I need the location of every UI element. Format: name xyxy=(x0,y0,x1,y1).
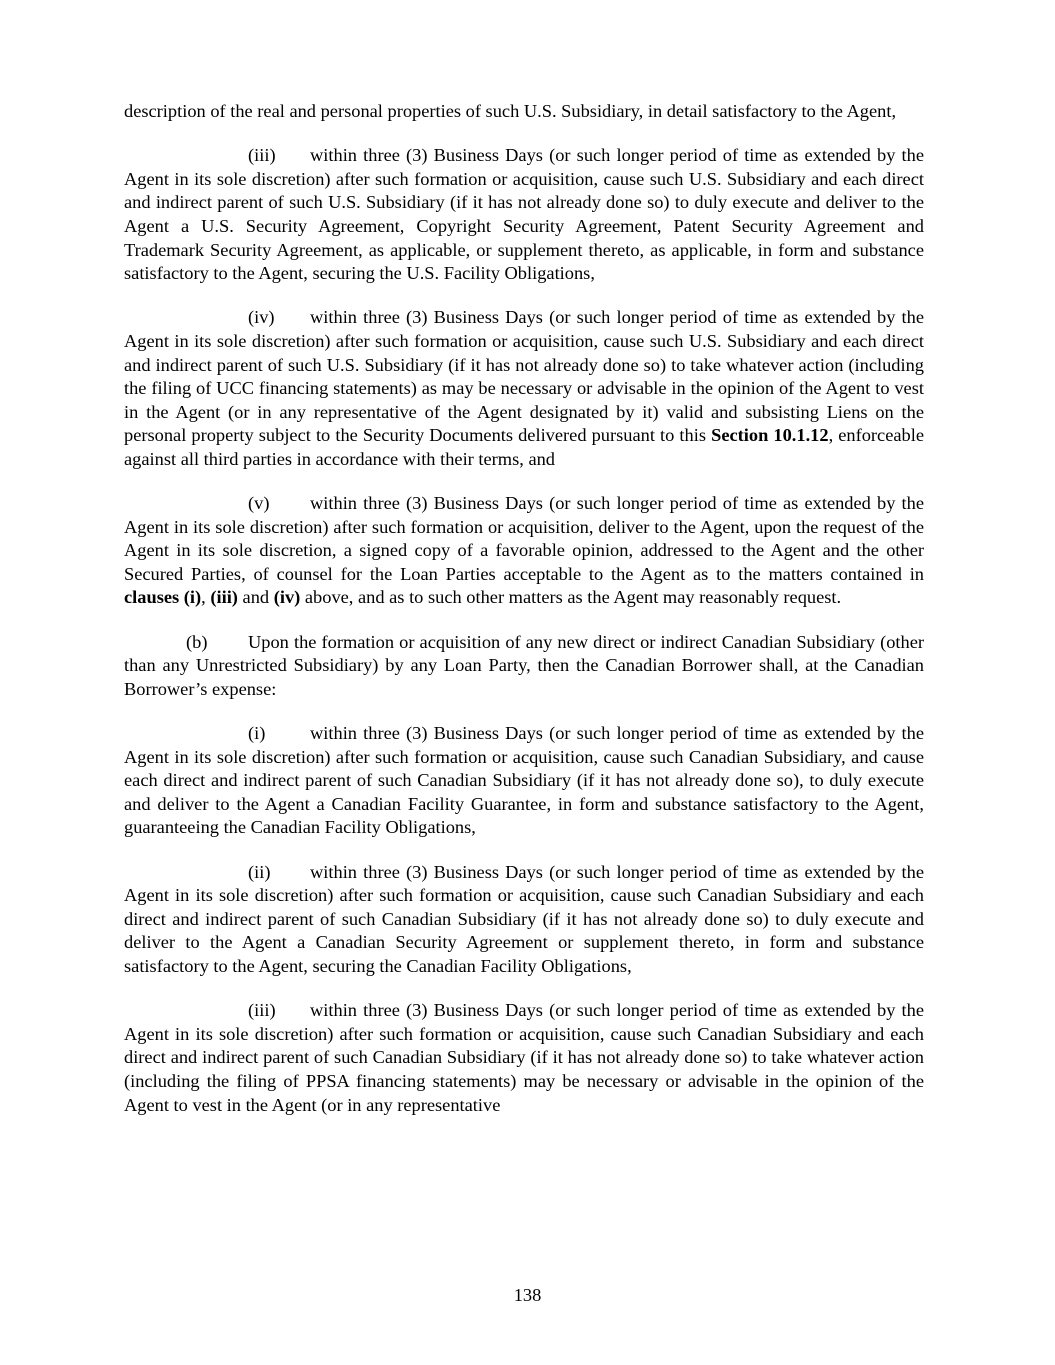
clause-reference-i: clauses (i) xyxy=(124,587,202,608)
section-b xyxy=(124,631,924,702)
clause-number: (i) xyxy=(248,723,266,744)
separator: and xyxy=(242,587,270,608)
clause-text: within three (3) Business Days (or such longer period of time as extended by the Agent in its sole discretion) after such formation or acquisition, cause such Canadian Subsidiary, and cause each direct and indirect parent of such Canadian Subsidiary (if it has not already done so), to duly execute and deliver to the Agent a Canadian Facility Guarantee, in form and substance satisfactory to the Agent, guaranteeing the Canadian Facility Obligations, xyxy=(124,723,924,838)
clause-number: (v) xyxy=(248,493,270,514)
section-reference: Section 10.1.12 xyxy=(711,425,829,446)
separator: , xyxy=(201,587,206,608)
clause-text-continued: , enforceable against all third parties in accordance with their terms, and xyxy=(124,425,925,469)
clause-reference-iv: (iv) xyxy=(273,587,301,608)
document-page xyxy=(124,100,924,1138)
clause-us-iv xyxy=(124,306,924,471)
section-number: (b) xyxy=(186,631,208,652)
clause-us-iii xyxy=(124,144,924,286)
page-number: 138 xyxy=(513,1285,542,1305)
clause-number: (ii) xyxy=(248,861,271,882)
clause-ca-i xyxy=(124,722,924,840)
clause-text: within three (3) Business Days (or such longer period of time as extended by the Agent in its sole discretion) after such formation or acquisition, cause such Canadian Subsidiary and each direct and indirect parent of such Canadian Subsidiary (if it has not already done so) to duly execute and deliver to the Agent a Canadian Security Agreement or supplement thereto, in form and substance satisfactory to the Agent, securing the Canadian Facility Obligations, xyxy=(124,861,924,976)
clause-ca-iii xyxy=(124,999,924,1117)
section-text: Upon the formation or acquisition of any new direct or indirect Canadian Subsidiary (other than any Unrestricted Subsidiary) by any Loan Party, then the Canadian Borrower shall, at the Canadian Borrower’s expense: xyxy=(124,631,924,699)
clause-text: within three (3) Business Days (or such longer period of time as extended by the Agent in its sole discretion) after such formation or acquisition, cause such Canadian Subsidiary and each direct and indirect parent of such Canadian Subsidiary (if it has not already done so) to take whatever action (including the filing of PPSA financing statements) may be necessary or advisable in the opinion of the Agent to vest in the Agent (or in any representative xyxy=(124,1000,924,1115)
clause-us-v xyxy=(124,492,924,610)
clause-text: within three (3) Business Days (or such longer period of time as extended by the Agent in its sole discretion) after such formation or acquisition, cause such U.S. Subsidiary and each direct and indirect parent of such U.S. Subsidiary (if it has not already done so) to take whatever action (including the filing of UCC financing statements) as may be necessary or advisable in the opinion of the Agent to vest in the Agent (or in any representative of the Agent designated by it) valid and subsisting Liens on the personal property subject to the Security Documents delivered pursuant to this xyxy=(124,307,924,446)
clause-text: within three (3) Business Days (or such longer period of time as extended by the Agent in its sole discretion) after such formation or acquisition, cause such U.S. Subsidiary and each direct and indirect parent of such U.S. Subsidiary (if it has not already done so) to duly execute and deliver to the Agent a U.S. Security Agreement, Copyright Security Agreement, Patent Security Agreement and Trademark Security Agreement, as applicable, or supplement thereto, as applicable, in form and substance satisfactory to the Agent, securing the U.S. Facility Obligations, xyxy=(124,145,924,284)
clause-number: (iv) xyxy=(248,307,275,328)
clause-text: within three (3) Business Days (or such longer period of time as extended by the Agent in its sole discretion) after such formation or acquisition, deliver to the Agent, upon the request of the Agent in its sole discretion, a signed copy of a favorable opinion, addressed to the Agent and the other Secured Parties, of counsel for the Loan Parties acceptable to the Agent as to the matters contained in xyxy=(124,493,924,584)
clause-reference-iii: (iii) xyxy=(210,587,238,608)
clause-number: (iii) xyxy=(248,1000,276,1021)
continuation-paragraph: description of the real and personal properties of such U.S. Subsidiary, in detail satisfactory to the Agent, xyxy=(124,101,897,121)
clause-ca-ii xyxy=(124,861,924,979)
clause-number: (iii) xyxy=(248,145,276,166)
clause-text-continued: above, and as to such other matters as the Agent may reasonably request. xyxy=(304,587,842,608)
